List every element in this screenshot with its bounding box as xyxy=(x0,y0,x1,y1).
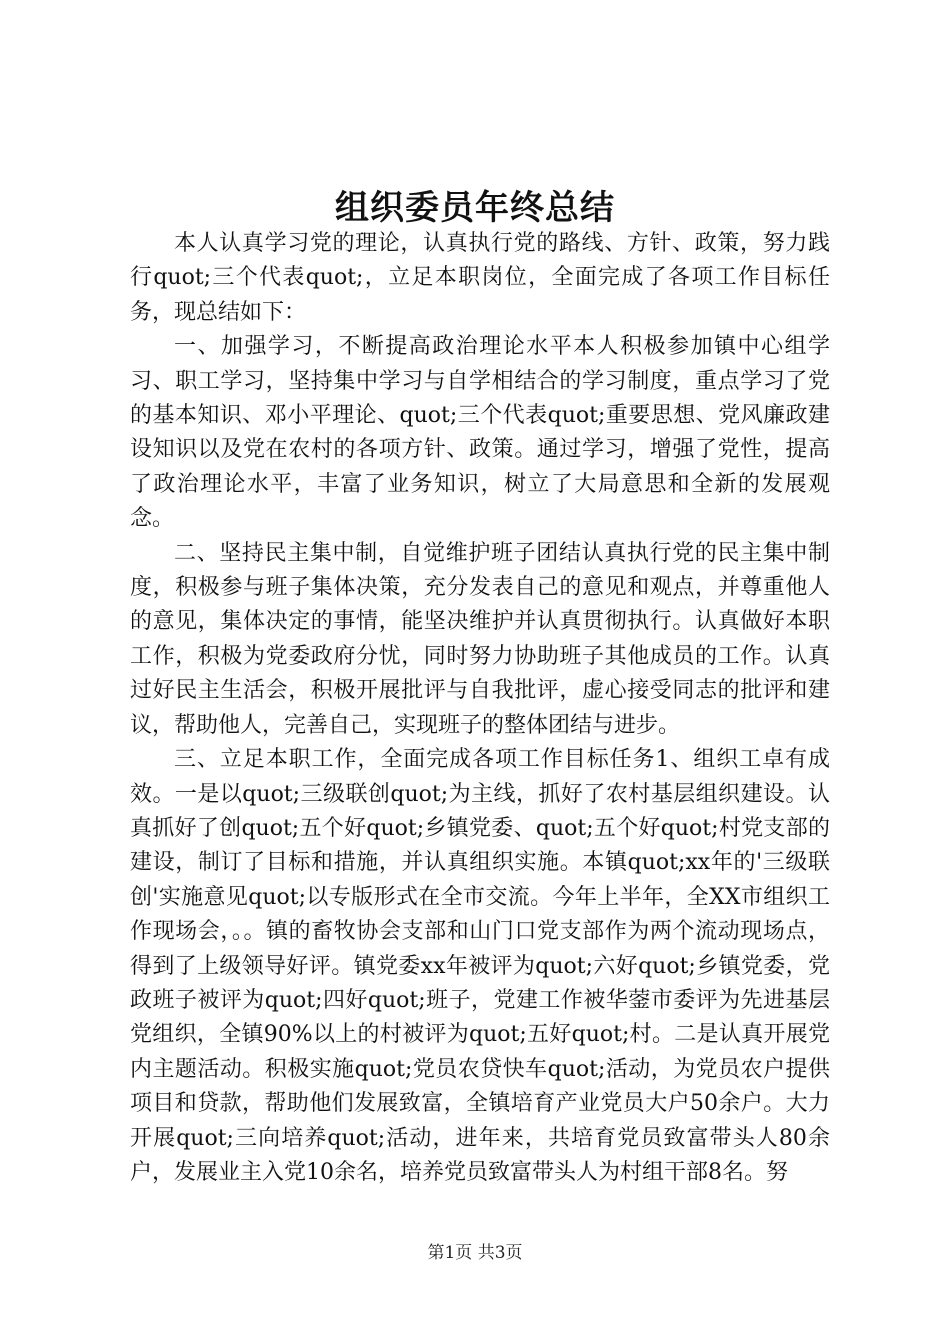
paragraph-section-three: 三、立足本职工作，全面完成各项工作目标任务1、组织工卓有成效。一是以quot;三级联创quot;为主线，抓好了农村基层组织建设。认真抓好了创quot;五个好quot;乡镇党委、quot;五个好quot;村党支部的建设，制订了目标和措施，并认真组织实施。本镇quot;xx年的'三级联创'实施意见quot;以专版形式在全市交流。今年上半年，全XX市组织工作现场会，。。镇的畜牧协会支部和山门口党支部作为两个流动现场点，得到了上级领导好评。镇党委xx年被评为quot;六好quot;乡镇党委，党政班子被评为quot;四好quot;班子，党建工作被华蓥市委评为先进基层党组织，全镇90%以上的村被评为quot;五好quot;村。二是认真开展党内主题活动。积极实施quot;党员农贷快车quot;活动，为党员农户提供项目和贷款，帮助他们发展致富，全镇培育产业党员大户50余户。大力开展quot;三向培养quot;活动，进年来，共培育党员致富带头人80余户，发展业主入党10余名，培养党员致富带头人为村组干部8名。努 xyxy=(130,747,830,1185)
paragraph-section-one: 一、加强学习，不断提高政治理论水平本人积极参加镇中心组学习、职工学习，坚持集中学习与自学相结合的学习制度，重点学习了党的基本知识、邓小平理论、quot;三个代表quot;重要思想、党风廉政建设知识以及党在农村的各项方针、政策。通过学习，增强了党性，提高了政治理论水平，丰富了业务知识，树立了大局意思和全新的发展观念。 xyxy=(130,334,830,532)
document-title: 组织委员年终总结 xyxy=(335,188,615,228)
page-number-footer: 第1页 共3页 xyxy=(427,1243,523,1263)
document-body xyxy=(130,227,830,1190)
paragraph-section-two: 二、坚持民主集中制，自觉维护班子团结认真执行党的民主集中制度，积极参与班子集体决策，充分发表自己的意见和观点，并尊重他人的意见，集体决定的事情，能坚决维护并认真贯彻执行。认真做好本职工作，积极为党委政府分忧，同时努力协助班子其他成员的工作。认真过好民主生活会，积极开展批评与自我批评，虚心接受同志的批评和建议，帮助他人，完善自己，实现班子的整体团结与进步。 xyxy=(130,540,830,738)
paragraph-intro: 本人认真学习党的理论，认真执行党的路线、方针、政策，努力践行quot;三个代表quot;，立足本职岗位，全面完成了各项工作目标任务，现总结如下： xyxy=(130,231,830,325)
